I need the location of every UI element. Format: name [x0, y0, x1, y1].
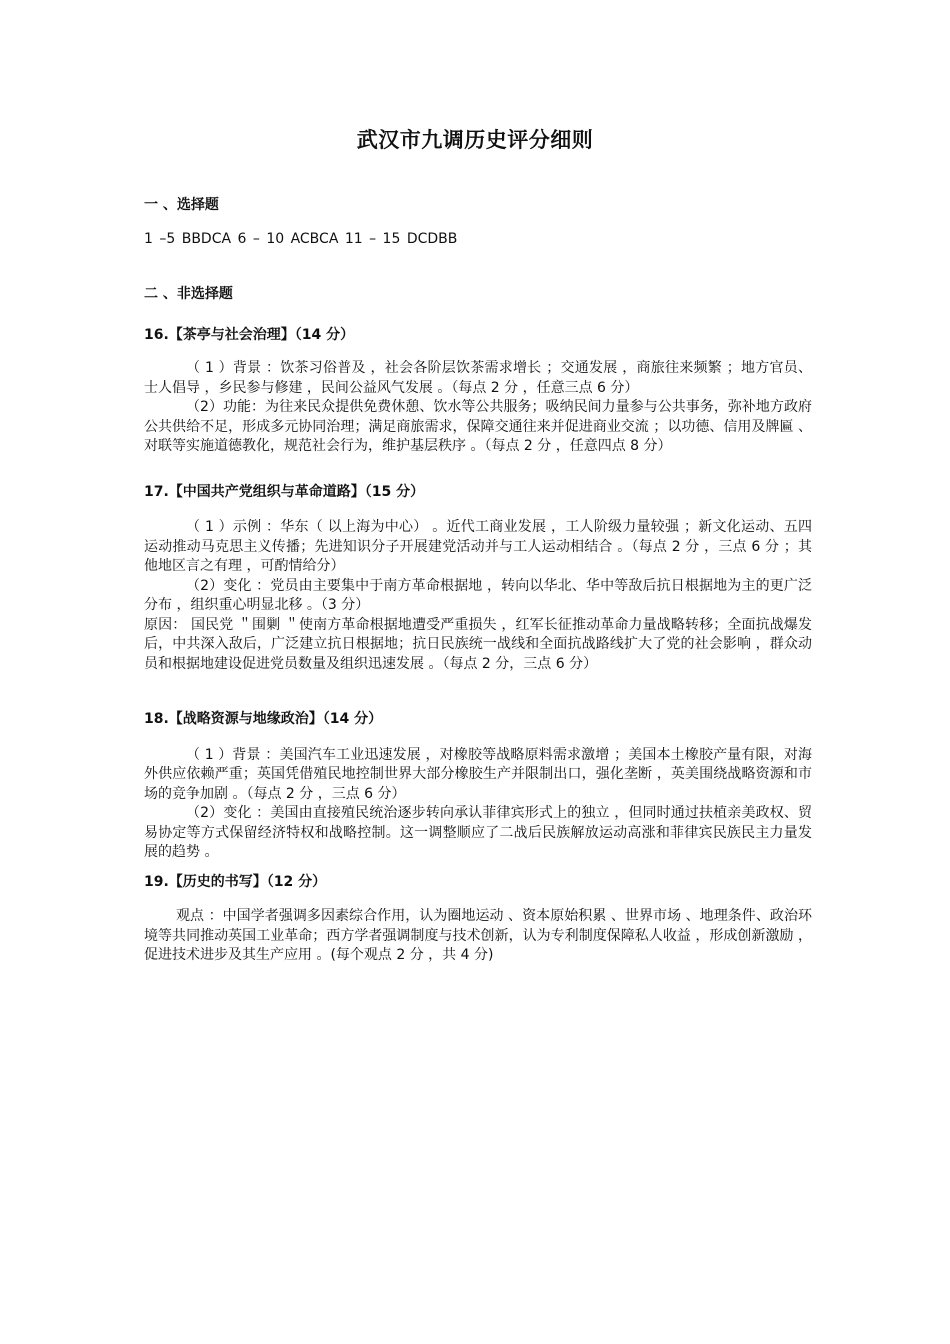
section1-heading: 一 、选择题	[144, 197, 219, 213]
q19-heading: 19.【历史的书写】（12 分）	[144, 873, 327, 890]
q17-part1: （ 1 ）示例 ：华东（ 以上海为中心） 。近代工商业发展 ，工人阶级力量较强 ；新文化运动、五四运动推动马克思主义传播；先进知识分子开展建党活动并与工人运动相结合 。（每点 2 分 ，三点 6 分 ；其他地区言之有理 ，可酌情给分）	[144, 519, 812, 574]
document-content	[144, 196, 812, 966]
q17-reasons: 原因： 国民党 ＂围剿 ＂使南方革命根据地遭受严重损失 ，红军长征推动革命力量战略转移；全面抗战爆发后，中共深入敌后，广泛建立抗日根据地；抗日民族统一战线和全面抗战路线扩大了党的社会影响 ，群众动员和根据地建设促进党员数量及组织迅速发展 。（每点 2 分，三点 6 分）	[144, 616, 812, 672]
q16-part2: （2）功能：为往来民众提供免费休憩、饮水等公共服务；吸纳民间力量参与公共事务，弥补地方政府公共供给不足，形成多元协同治理；满足商旅需求，保障交通往来并促进商业交流 ；以功德、信用及牌匾 、对联等实施道德教化，规范社会行为，维护基层秩序 。（每点 2 分 ，任意四点 8 分）	[144, 399, 812, 454]
q19-body	[144, 907, 812, 966]
q17-part2: （2）变化 ：党员由主要集中于南方革命根据地 ，转向以华北、华中等敌后抗日根据地为主的更广泛分布 ，组织重心明显北移 。（3 分）	[144, 577, 812, 613]
q17-heading: 17.【中国共产党组织与革命道路】（15 分）	[144, 483, 425, 500]
q17-body	[144, 518, 812, 674]
q18-part1: （ 1 ）背景 ：美国汽车工业迅速发展 ，对橡胶等战略原料需求激增 ；美国本土橡胶产量有限，对海外供应依赖严重；英国凭借殖民地控制世界大部分橡胶生产并限制出口，强化垄断 ，英美围绕战略资源和市场的竞争加剧 。（每点 2 分 ，三点 6 分）	[144, 746, 812, 802]
q19-viewpoints: 观点 ：中国学者强调多因素综合作用，认为圈地运动 、资本原始积累 、世界市场 、地理条件、政治环境等共同推动英国工业革命；西方学者强调制度与技术创新，认为专利制度保障私人收益 ，形成创新激励 ，促进技术进步及其生产应用 。(每个观点 2 分 ，共 4 分)	[144, 908, 812, 963]
q18-part2: （2）变化 ：美国由直接殖民统治逐步转向承认菲律宾形式上的独立 ，但同时通过扶植亲美政权、贸易协定等方式保留经济特权和战略控制。这一调整顺应了二战后民族解放运动高涨和菲律宾民族民主力量发展的趋势 。	[144, 805, 812, 860]
multiple-choice-answers: 1 –5 BBDCA 6 – 10 ACBCA 11 – 15 DCDBB	[144, 230, 458, 247]
q18-body	[144, 746, 812, 863]
q18-heading: 18.【战略资源与地缘政治】（14 分）	[144, 711, 383, 727]
q16-heading: 16.【茶亭与社会治理】（14 分）	[144, 326, 355, 343]
q16-body	[144, 359, 812, 457]
section2-heading: 二 、非选择题	[144, 286, 233, 302]
q16-part1: （ 1 ）背景 ：饮茶习俗普及 ，社会各阶层饮茶需求增长 ；交通发展 ，商旅往来频繁 ；地方官员、士人倡导 ，乡民参与修建 ，民间公益风气发展 。（每点 2 分 ，任意三点 6 分）	[144, 360, 812, 396]
document-title: 武汉市九调历史评分细则	[356, 128, 594, 152]
